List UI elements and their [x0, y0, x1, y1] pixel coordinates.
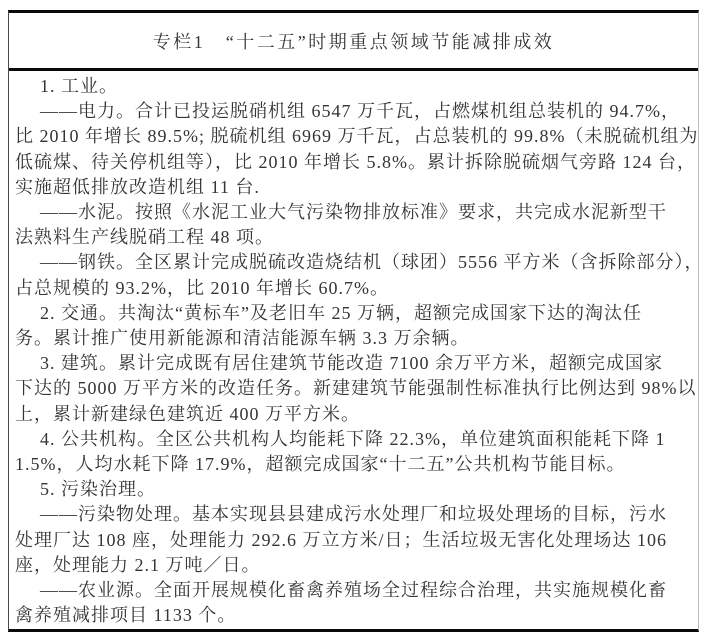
- text-line: 3. 建筑。累计完成既有居住建筑节能改造 7100 余万平方米，超额完成国家: [40, 353, 663, 374]
- box-title: 专栏1 “十二五”时期重点领域节能减排成效: [9, 13, 698, 71]
- text-line: 4. 公共机构。全区公共机构人均能耗下降 22.3%，单位建筑面积能耗下降 1: [40, 428, 666, 449]
- text-line: 1. 工业。: [40, 76, 118, 96]
- text-line: 5. 污染治理。: [40, 479, 156, 500]
- text-line: ——电力。合计已投运脱硝机组 6547 万千瓦，占燃煤机组总装机的 94.7%，: [40, 101, 680, 122]
- callout-box: [8, 10, 704, 632]
- text-line: 比 2010 年增长 89.5%; 脱硫机组 6969 万千瓦，占总装机的 99.8%（未脱硫机组为: [15, 126, 699, 147]
- text-line: 实施超低排放改造机组 11 台.: [15, 176, 260, 197]
- text-line: ——钢铁。全区累计完成脱硫改造烧结机（球团）5556 平方米（含拆除部分），: [40, 252, 704, 273]
- text-line: 占总规模的 93.2%，比 2010 年增长 60.7%。: [15, 277, 389, 298]
- text-line: 法熟料生产线脱硝工程 48 项。: [15, 227, 274, 248]
- text-line: ——污染物处理。基本实现县县建成污水处理厂和垃圾处理场的目标，污水: [40, 504, 667, 525]
- text-line: 座，处理能力 2.1 万吨／日。: [15, 554, 261, 575]
- text-line: 2. 交通。共淘汰“黄标车”及老旧车 25 万辆，超额完成国家下达的淘汰任: [40, 302, 642, 323]
- text-line: 禽养殖减排项目 1133 个。: [15, 605, 237, 626]
- text-line: 务。累计推广使用新能源和清洁能源车辆 3.3 万余辆。: [15, 328, 470, 349]
- text-line: 下达的 5000 万平方米的改造任务。新建建筑节能强制性标准执行比例达到 98%以: [15, 378, 697, 399]
- text-line: 处理厂达 108 座，处理能力 292.6 万立方米/日；生活垃圾无害化处理场达 106: [15, 529, 667, 550]
- text-line: 低硫煤、待关停机组等），比 2010 年增长 5.8%。累计拆除脱硫烟气旁路 124 台，: [15, 151, 696, 172]
- text-line: ——农业源。全面开展规模化畜禽养殖场全过程综合治理，共实施规模化畜: [40, 580, 667, 601]
- text-line: 1.5%，人均水耗下降 17.9%，超额完成国家“十二五”公共机构节能目标。: [15, 454, 626, 475]
- text-line: 上，累计新建绿色建筑近 400 万平方米。: [15, 403, 360, 424]
- text-line: ——水泥。按照《水泥工业大气污染物排放标准》要求，共完成水泥新型干: [40, 202, 667, 223]
- box-body: [9, 71, 704, 628]
